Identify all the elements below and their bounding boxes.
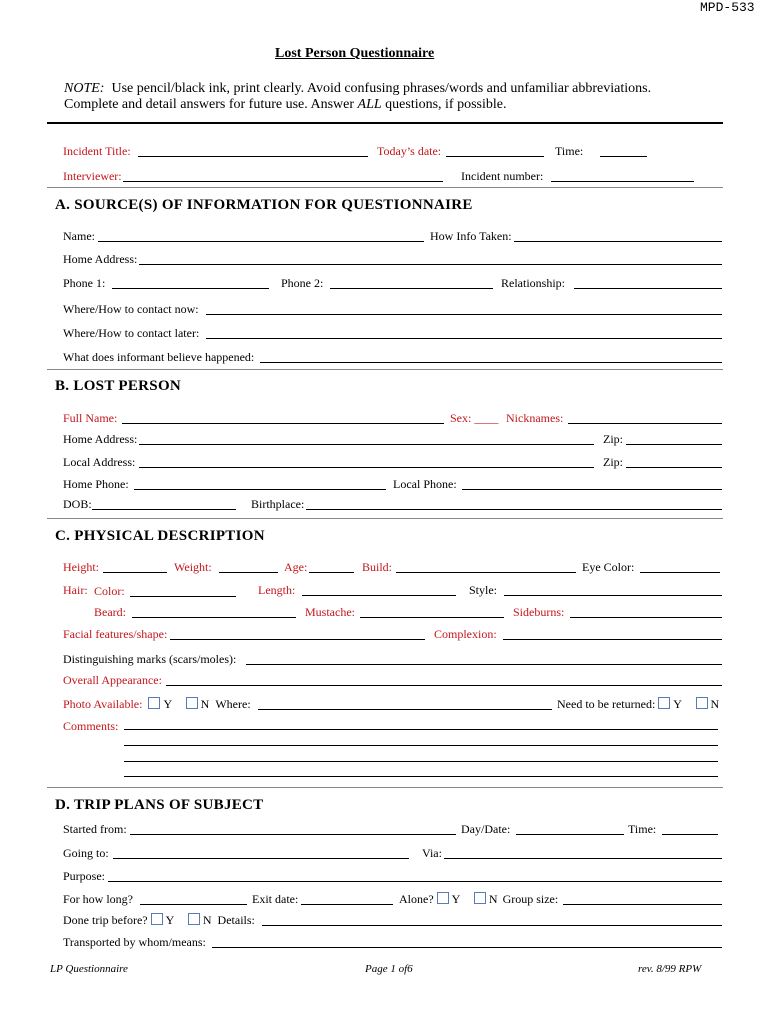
transported-label: Transported by whom/means: (63, 935, 206, 949)
via-field[interactable] (444, 858, 722, 859)
height-label: Height: (63, 560, 99, 574)
divider (47, 787, 723, 788)
beard-field[interactable] (132, 617, 296, 618)
mustache-label: Mustache: (305, 605, 355, 619)
incident-title-label: Incident Title: (63, 144, 131, 158)
need-returned-row (557, 697, 719, 712)
todays-date-label: Today’s date: (377, 144, 442, 158)
full-name-label: Full Name: (63, 411, 118, 425)
page-title: Lost Person Questionnaire (275, 46, 435, 61)
photo-yes-checkbox[interactable] (148, 697, 160, 709)
source-name-label: Name: (63, 229, 95, 243)
note-text-2a: Complete and detail answers for future use. Answer (64, 97, 358, 112)
source-name-field[interactable] (98, 241, 424, 242)
group-size-label: Group size: (502, 892, 559, 906)
done-before-row (63, 913, 255, 928)
home-phone-label: Home Phone: (63, 477, 129, 491)
done-before-yes-label: Y (165, 913, 174, 927)
divider (47, 369, 723, 370)
sex-label: Sex: ____ (450, 411, 499, 425)
purpose-field[interactable] (108, 881, 722, 882)
local-phone-label: Local Phone: (393, 477, 457, 491)
home-phone-field[interactable] (134, 489, 386, 490)
contact-later-label: Where/How to contact later: (63, 326, 200, 340)
returned-yes-label: Y (673, 697, 682, 711)
note-text-2c: questions, if possible. (381, 97, 507, 112)
facial-features-label: Facial features/shape: (63, 627, 168, 641)
day-date-label: Day/Date: (461, 822, 511, 836)
time-label: Time: (555, 144, 584, 158)
alone-no-label: N (488, 892, 498, 906)
photo-no-checkbox[interactable] (186, 697, 198, 709)
note-emphasis: ALL (357, 97, 382, 112)
footer-page-number: Page 1 of6 (365, 963, 413, 975)
local-phone-field[interactable] (462, 489, 722, 490)
comments-field-1[interactable] (124, 729, 718, 730)
local-zip-label: Zip: (603, 455, 623, 469)
height-field[interactable] (103, 572, 167, 573)
comments-label: Comments: (63, 719, 119, 733)
how-long-field[interactable] (140, 904, 247, 905)
build-label: Build: (362, 560, 393, 574)
full-name-field[interactable] (122, 423, 444, 424)
overall-appearance-field[interactable] (166, 685, 722, 686)
footer-revision: rev. 8/99 RPW (638, 963, 702, 975)
form-id: MPD-533 (700, 0, 755, 15)
informant-belief-label: What does informant believe happened: (63, 350, 255, 364)
purpose-label: Purpose: (63, 869, 105, 883)
birthplace-field[interactable] (306, 509, 722, 510)
photo-available-label: Photo Available: (63, 697, 143, 711)
alone-yes-checkbox[interactable] (437, 892, 449, 904)
alone-no-checkbox[interactable] (474, 892, 486, 904)
interviewer-field[interactable] (123, 181, 443, 182)
phone1-field[interactable] (112, 288, 269, 289)
how-info-field[interactable] (514, 241, 722, 242)
exit-date-field[interactable] (301, 904, 393, 905)
alone-row (399, 892, 558, 907)
sideburns-label: Sideburns: (513, 605, 565, 619)
source-home-address-label: Home Address: (63, 252, 138, 266)
via-label: Via: (422, 846, 442, 860)
eye-color-label: Eye Color: (582, 560, 635, 574)
done-before-no-checkbox[interactable] (188, 913, 200, 925)
local-address-field[interactable] (139, 467, 594, 468)
phone2-field[interactable] (330, 288, 493, 289)
zip-label: Zip: (603, 432, 623, 446)
section-c-heading: C. PHYSICAL DESCRIPTION (55, 528, 265, 544)
alone-label: Alone? (399, 892, 434, 906)
age-label: Age: (284, 560, 308, 574)
nicknames-field[interactable] (568, 423, 722, 424)
comments-field-4[interactable] (124, 776, 718, 777)
hair-label: Hair: (63, 583, 88, 597)
build-field[interactable] (396, 572, 576, 573)
hair-style-label: Style: (469, 583, 498, 597)
photo-yes-label: Y (163, 697, 172, 711)
complexion-label: Complexion: (434, 627, 497, 641)
time-field[interactable] (600, 156, 647, 157)
sideburns-field[interactable] (570, 617, 722, 618)
todays-date-field[interactable] (446, 156, 544, 157)
lp-home-address-label: Home Address: (63, 432, 138, 446)
need-returned-label: Need to be returned: (557, 697, 656, 711)
divider (47, 122, 723, 124)
done-before-yes-checkbox[interactable] (151, 913, 163, 925)
interviewer-label: Interviewer: (63, 169, 122, 183)
hair-style-field[interactable] (504, 595, 722, 596)
how-info-label: How Info Taken: (430, 229, 512, 243)
source-home-address-field[interactable] (139, 264, 722, 265)
contact-later-field[interactable] (206, 338, 722, 339)
contact-now-field[interactable] (206, 314, 722, 315)
note-text-1: Use pencil/black ink, print clearly. Avoid confusing phrases/words and unfamiliar abbreviations. (111, 81, 652, 96)
facial-features-field[interactable] (170, 639, 425, 640)
trip-time-field[interactable] (662, 834, 718, 835)
phone1-label: Phone 1: (63, 276, 106, 290)
informant-belief-field[interactable] (260, 362, 722, 363)
hair-length-label: Length: (258, 583, 296, 597)
phone2-label: Phone 2: (281, 276, 324, 290)
distinguishing-marks-field[interactable] (246, 664, 722, 665)
day-date-field[interactable] (516, 834, 624, 835)
relationship-label: Relationship: (501, 276, 565, 290)
where-label: Where: (215, 697, 251, 711)
hair-color-label: Color: (94, 584, 125, 598)
incident-number-field[interactable] (551, 181, 694, 182)
returned-yes-checkbox[interactable] (658, 697, 670, 709)
started-from-field[interactable] (130, 834, 456, 835)
started-from-label: Started from: (63, 822, 127, 836)
mustache-field[interactable] (360, 617, 504, 618)
age-field[interactable] (309, 572, 354, 573)
distinguishing-marks-label: Distinguishing marks (scars/moles): (63, 652, 237, 666)
complexion-field[interactable] (503, 639, 722, 640)
overall-appearance-label: Overall Appearance: (63, 673, 162, 687)
birthplace-label: Birthplace: (251, 497, 305, 511)
details-field[interactable] (262, 925, 722, 926)
section-d-heading: D. TRIP PLANS OF SUBJECT (55, 797, 264, 813)
photo-available-row (63, 697, 251, 712)
photo-where-field[interactable] (258, 709, 552, 710)
done-before-label: Done trip before? (63, 913, 148, 927)
comments-field-2[interactable] (124, 745, 718, 746)
details-label: Details: (217, 913, 255, 927)
alone-yes-label: Y (451, 892, 460, 906)
group-size-field[interactable] (563, 904, 722, 905)
note-label: NOTE: (64, 81, 105, 96)
done-before-no-label: N (202, 913, 212, 927)
dob-label: DOB: (63, 497, 92, 511)
going-to-label: Going to: (63, 846, 109, 860)
weight-field[interactable] (219, 572, 278, 573)
divider (47, 187, 723, 188)
weight-label: Weight: (174, 560, 212, 574)
returned-no-checkbox[interactable] (696, 697, 708, 709)
local-zip-field[interactable] (626, 467, 722, 468)
divider (47, 518, 723, 519)
photo-no-label: N (200, 697, 210, 711)
contact-now-label: Where/How to contact now: (63, 302, 199, 316)
eye-color-field[interactable] (640, 572, 720, 573)
hair-color-field[interactable] (130, 596, 236, 597)
returned-no-label: N (710, 697, 720, 711)
comments-field-3[interactable] (124, 761, 718, 762)
going-to-field[interactable] (113, 858, 409, 859)
section-b-heading: B. LOST PERSON (55, 378, 182, 394)
exit-date-label: Exit date: (252, 892, 299, 906)
trip-time-label: Time: (628, 822, 657, 836)
transported-field[interactable] (212, 947, 722, 948)
relationship-field[interactable] (574, 288, 722, 289)
incident-title-field[interactable] (138, 156, 368, 157)
incident-number-label: Incident number: (461, 169, 544, 183)
footer-left: LP Questionnaire (50, 963, 128, 975)
zip-field[interactable] (626, 444, 722, 445)
hair-length-field[interactable] (302, 595, 456, 596)
how-long-label: For how long? (63, 892, 133, 906)
note-line-2 (64, 97, 507, 113)
beard-label: Beard: (94, 605, 126, 619)
dob-field[interactable] (92, 509, 236, 510)
lp-home-address-field[interactable] (139, 444, 594, 445)
local-address-label: Local Address: (63, 455, 136, 469)
section-a-heading: A. SOURCE(S) OF INFORMATION FOR QUESTIONNAIRE (55, 197, 473, 213)
nicknames-label: Nicknames: (506, 411, 564, 425)
note-line-1 (64, 81, 651, 97)
